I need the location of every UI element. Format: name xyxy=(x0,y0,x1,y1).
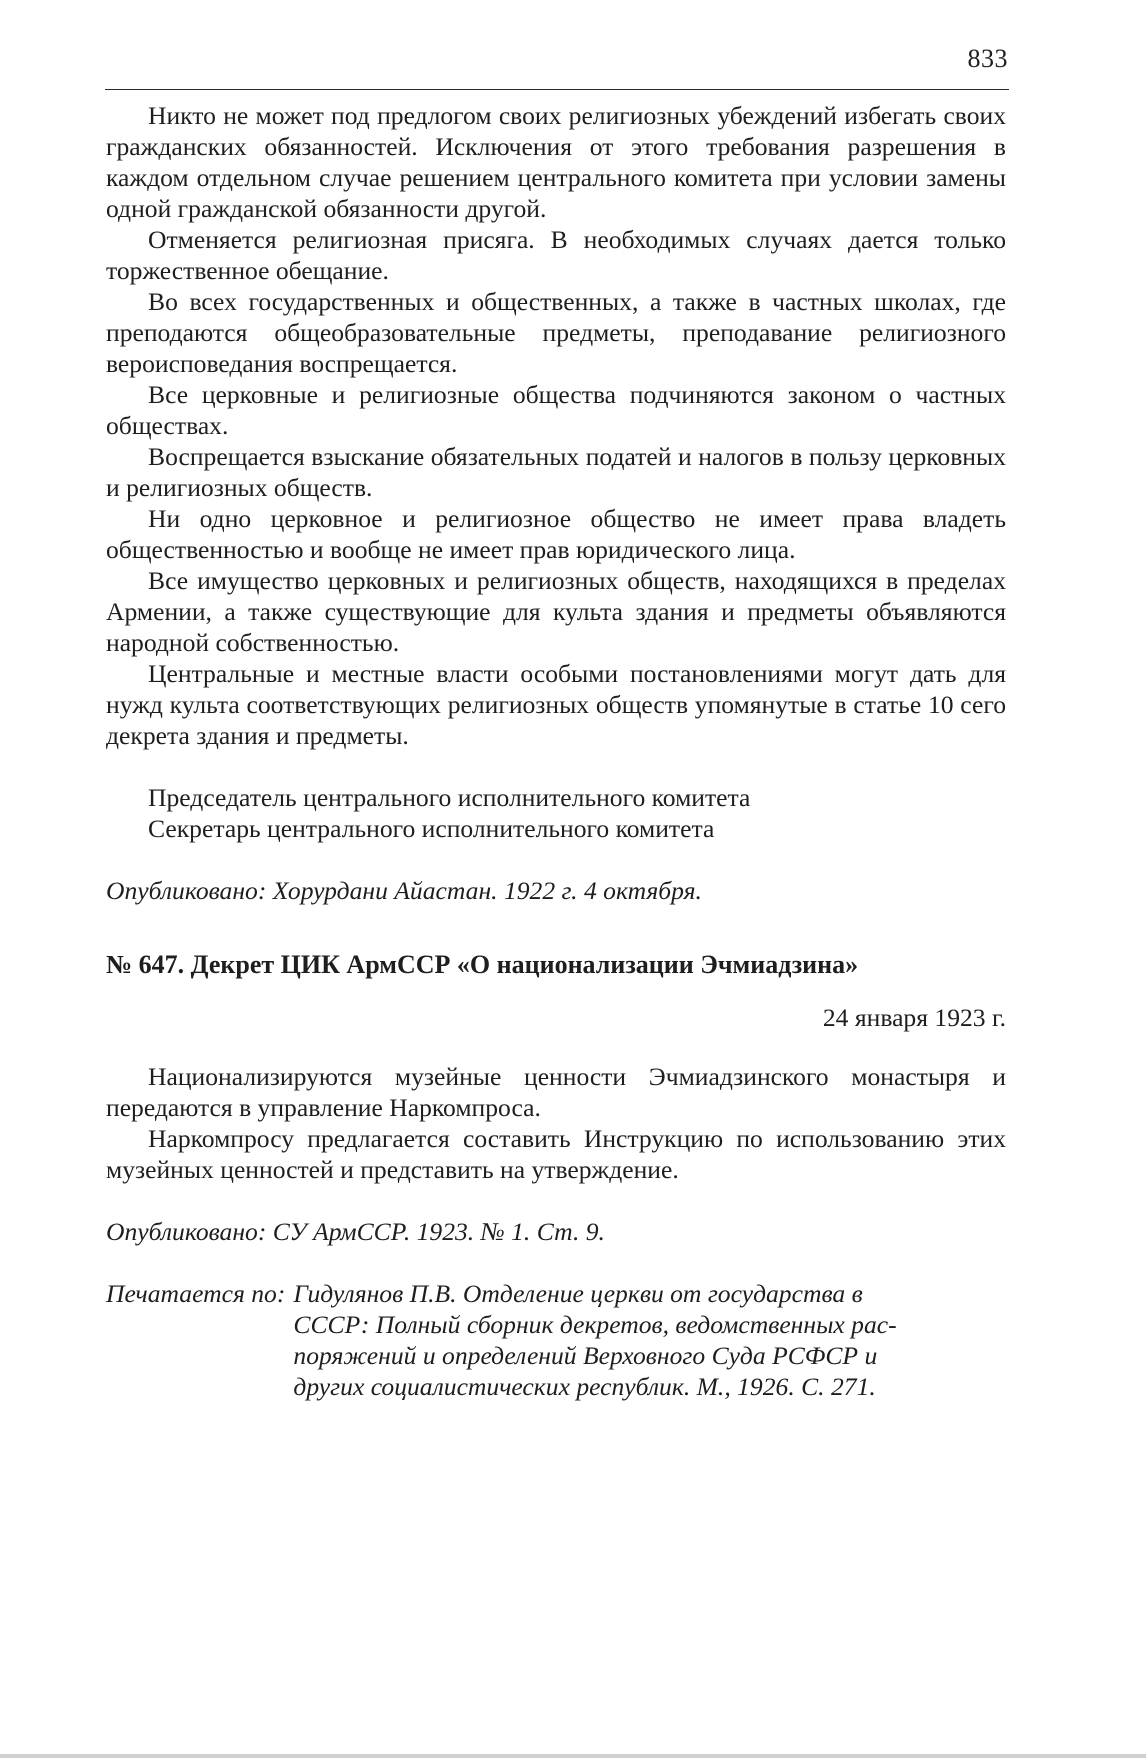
bottom-edge xyxy=(0,1754,1146,1758)
decree-text xyxy=(106,100,1006,751)
document-date: 24 января 1923 г. xyxy=(822,1002,1006,1032)
source-line: Гидулянов П.В. Отделение церкви от государства в xyxy=(293,1278,863,1308)
signature-secretary: Секретарь центрального исполнительного комитета xyxy=(148,814,715,843)
signatures xyxy=(106,782,1006,844)
paragraph: Центральные и местные власти особыми постановлениями могут дать для нужд культа соответствующих религиозных обществ упомянутые в статье 10 сего декрета здания и предметы. xyxy=(106,659,1006,750)
document-title: № 647. Декрет ЦИК АрмССР «О национализации Эчмиадзина» xyxy=(106,950,859,979)
header-rule xyxy=(105,89,1009,90)
page-content xyxy=(106,100,1006,1402)
source-line: поряжений и определений Верховного Суда РСФСР и xyxy=(293,1340,878,1370)
source-line: СССР: Полный сборник декретов, ведомственных рас- xyxy=(293,1309,897,1339)
publication-note: Опубликовано: СУ АрмССР. 1923. № 1. Ст. 9. xyxy=(106,1216,605,1246)
paragraph: Все церковные и религиозные общества подчиняются законом о частных обществах. xyxy=(106,380,1006,440)
source-label: Печатается по: xyxy=(106,1278,286,1308)
paragraph: Национализируются музейные ценности Эчмиадзинского монастыря и передаются в управление Наркомпроса. xyxy=(106,1061,1006,1122)
paragraph: Наркомпросу предлагается составить Инструкцию по использованию этих музейных ценностей и представить на утверждение. xyxy=(106,1123,1006,1184)
paragraph: Отменяется религиозная присяга. В необходимых случаях дается только торжественное обещание. xyxy=(106,225,1006,285)
source-citation xyxy=(106,1278,1006,1402)
paragraph: Во всех государственных и общественных, а также в частных школах, где преподаются общеобразовательные предметы, преподавание религиозного вероисповедания воспрещается. xyxy=(106,287,1006,378)
source-text xyxy=(293,1278,959,1402)
source-line: других социалистических республик. М., 1926. С. 271. xyxy=(293,1371,876,1401)
page-number: 833 xyxy=(967,44,1008,73)
document-body xyxy=(106,1061,1006,1185)
paragraph: Все имущество церковных и религиозных обществ, находящихся в пределах Армении, а также существующие для культа здания и предметы объявляются народной собственностью. xyxy=(106,566,1006,657)
publication-note: Опубликовано: Хорурдани Айастан. 1922 г. 4 октября. xyxy=(106,876,702,905)
paragraph: Ни одно церковное и религиозное общество не имеет права владеть общественностью и вообще не имеет прав юридического лица. xyxy=(106,504,1006,564)
paragraph: Никто не может под предлогом своих религиозных убеждений избегать своих гражданских обязанностей. Исключения от этого требования разрешения в каждом отдельном случае решением центрального комитета при условии замены одной гражданской обязанности другой. xyxy=(106,101,1006,223)
signature-chairman: Председатель центрального исполнительного комитета xyxy=(148,783,751,812)
paragraph: Воспрещается взыскание обязательных податей и налогов в пользу церковных и религиозных обществ. xyxy=(106,442,1006,502)
